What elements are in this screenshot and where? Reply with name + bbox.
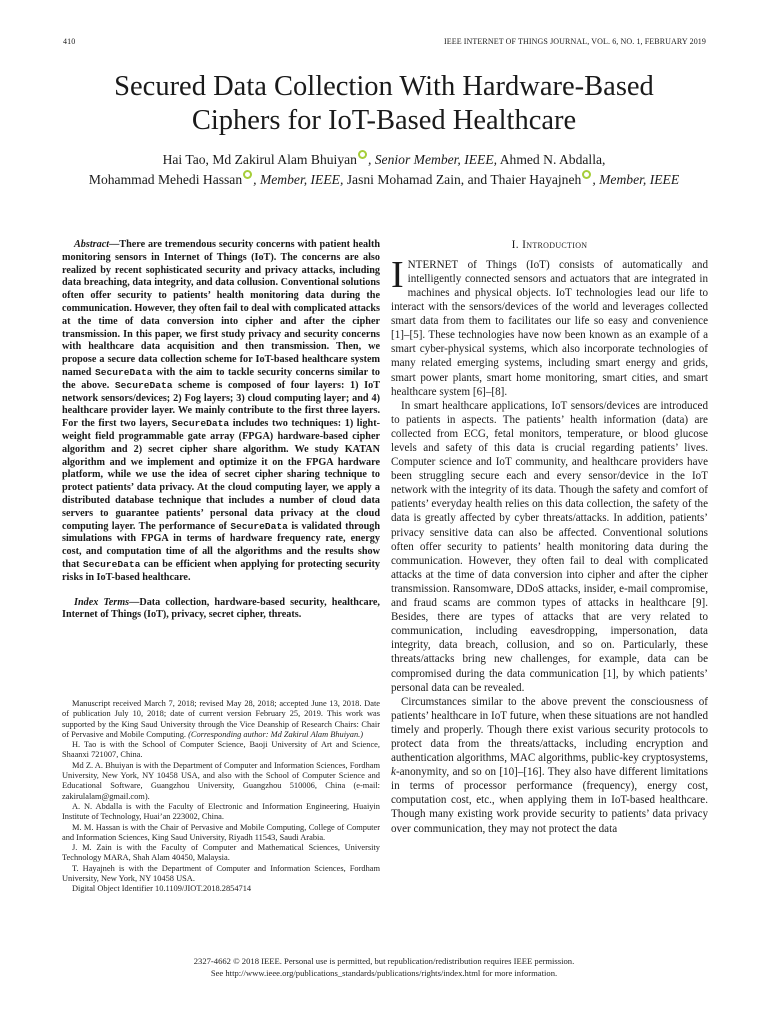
scheme-name: SecureData bbox=[230, 520, 288, 532]
index-terms bbox=[62, 597, 380, 623]
left-column bbox=[62, 239, 380, 622]
abstract-lead: Abstract bbox=[74, 239, 110, 250]
footnote-affiliation: Md Z. A. Bhuiyan is with the Department of Computer and Information Sciences, Fordham University, New York, NY 10458 USA, and also with the School of Computer Science and Educational Software, Guangzhou University, Guangzhou 510006, China (e-mail: zakirulalam@gmail.com). bbox=[62, 760, 380, 801]
index-terms-text: —Data collection, hardware-based security, healthcare, Internet of Things (IoT), privacy, secret cipher, threats. bbox=[62, 596, 380, 621]
author-names-4: Jasni Mohamad Zain, and Thaier Hayajneh bbox=[343, 172, 582, 187]
scheme-name: SecureData bbox=[171, 418, 230, 430]
footnote-manuscript bbox=[62, 699, 380, 740]
footnote-doi: Digital Object Identifier 10.1109/JIOT.2018.2854714 bbox=[72, 884, 252, 894]
paper-title bbox=[0, 70, 768, 138]
abstract-text-5: is validated through simulations with FPGA in terms of hardware frequency rate, energy cost, and computation time of all the algorithms and the results show that bbox=[62, 520, 380, 570]
scheme-name: SecureData bbox=[94, 366, 153, 378]
author-names-1: Hai Tao, Md Zakirul Alam Bhuiyan bbox=[162, 152, 357, 167]
footnote-manuscript-text: Manuscript received March 7, 2018; revised May 28, 2018; accepted June 13, 2018. Date of publication July 10, 2018; date of current version February 25, 2019. This work was supported by the King Saud University through the Vice Deanship of Research Chairs: Chair of Pervasive and Mobile Computing. bbox=[62, 699, 380, 739]
author-line-1 bbox=[163, 152, 606, 167]
author-line-2 bbox=[89, 172, 679, 187]
intro-text-3b: -anonymity, and so on [10]–[16]. They also have different limitations in terms of processor performance (frequency), energy cost, computation cost, etc., when applying them in IoT-based healthcare. Though many existing work provide security to patients’ data privacy over communication, they may not protect the data bbox=[391, 766, 708, 835]
running-header: IEEE INTERNET OF THINGS JOURNAL, VOL. 6, NO. 1, FEBRUARY 2019 bbox=[443, 37, 706, 46]
abstract-text-2: with the aim to tackle security concerns similar to the above. bbox=[62, 366, 380, 391]
abstract-text-1: —There are tremendous security concerns with patient health monitoring sensors in Internet of Things (IoT). The concerns are also realized by recent sophisticated security and privacy attacks, including data breaching, data integrity, and data collusion. Conventional solutions often offer security to patients’ health monitoring data during the communication. However, they often fail to deal with complicated attacks at the time of data conversion into cipher and after the cipher transmission. In this paper, we first study privacy and security concerns with healthcare data acquisition and then transmission. Then, we propose a secure data collection scheme for IoT-based healthcare system named bbox=[62, 239, 380, 378]
footnote-affiliation: M. M. Hassan is with the Chair of Pervasive and Mobile Computing, College of Computer and Information Sciences, King Saud University, Riyadh 11543, Saudi Arabia. bbox=[62, 822, 380, 842]
intro-paragraph-1 bbox=[391, 253, 708, 399]
index-terms-lead: Index Terms bbox=[74, 596, 130, 608]
footnote-affiliation: A. N. Abdalla is with the Faculty of Electronic and Information Engineering, Huaiyin Institute of Technology, Huai’an 223002, China. bbox=[62, 801, 380, 822]
right-column bbox=[391, 239, 708, 836]
author-list bbox=[0, 150, 768, 190]
abstract-text-4: includes two techniques: 1) light-weight field programmable gate array (FPGA) hardware-based cipher algorithm and 2) secret cipher share algorithm. We study KATAN algorithm and we implement and optimize it on the FPGA hardware platform, while we use the idea of secret cipher sharing technique to protect patients’ data privacy. At the cloud computing layer, we apply a distributed database technique that includes a number of cloud data servers to guarantee patients’ personal data privacy at the cloud computing layer. The performance of bbox=[62, 418, 380, 532]
abstract-text-6: can be efficient when applying for protecting security risks in IoT-based healthcare. bbox=[62, 558, 380, 583]
intro-smallcaps: NTERNET bbox=[407, 258, 459, 271]
orcid-icon[interactable] bbox=[582, 170, 591, 179]
section-heading bbox=[391, 239, 708, 252]
title-line-2: Ciphers for IoT-Based Healthcare bbox=[191, 105, 577, 136]
author-names-2: Ahmed N. Abdalla, bbox=[497, 152, 606, 167]
intro-text-3a: Circumstances similar to the above prevent the consciousness of patients’ healthcare in IoT future, when these situations are not handled timely and properly. Though there exist various security protocols to protect data from the threats/attacks, including encryption and authentication algorithms, MAC algorithms, public-key cryptosystems, bbox=[391, 695, 708, 765]
scheme-name: SecureData bbox=[114, 379, 173, 391]
k-symbol: k bbox=[391, 766, 396, 779]
orcid-icon[interactable] bbox=[243, 170, 252, 179]
intro-text-1: of Things (IoT) consists of automatically and intelligently connected sensors and actuators that are integrated in machines and physical objects. IoT technologies lead our life to interact with the sensors/devices of the world and leverages collected smart data from them to facilitates our life so easy and convenience [1]–[5]. These technologies have now been known as an example of a smart cyber-physical systems, which also incorporate technologies of many related emerging systems, including smart energy and grids, smart power plants, smart home monitoring, smart cities, and smart healthcare system [6]–[8]. bbox=[391, 258, 708, 398]
corresponding-author: (Corresponding author: Md Zakirul Alam Bhuiyan.) bbox=[188, 729, 364, 739]
title-line-1: Secured Data Collection With Hardware-Based bbox=[114, 71, 654, 102]
copyright-line-1: 2327-4662 © 2018 IEEE. Personal use is permitted, but republication/redistribution requires IEEE permission. bbox=[193, 956, 575, 966]
scheme-name: SecureData bbox=[82, 558, 141, 570]
copyright-line-2[interactable]: See http://www.ieee.org/publications_standards/publications/rights/index.html for more information. bbox=[210, 968, 558, 978]
copyright-notice bbox=[0, 955, 768, 979]
orcid-icon[interactable] bbox=[358, 150, 367, 159]
footnote-affiliation: T. Hayajneh is with the Department of Computer and Information Sciences, Fordham University, New York, NY 10458 USA. bbox=[62, 863, 380, 884]
footnote-affiliation: J. M. Zain is with the Faculty of Computer and Mathematical Sciences, University Technology MARA, Shah Alam 40450, Malaysia. bbox=[62, 843, 380, 863]
author-role-3: , Member, IEEE, bbox=[253, 172, 344, 187]
author-role-4: , Member, IEEE bbox=[592, 172, 680, 187]
footnote-affiliation: H. Tao is with the School of Computer Science, Baoji University of Art and Science, Shaanxi 721007, China. bbox=[62, 740, 380, 760]
author-names-3: Mohammad Mehedi Hassan bbox=[88, 172, 243, 187]
intro-paragraph-3 bbox=[391, 695, 708, 836]
footnotes bbox=[62, 699, 380, 895]
author-role-1: , Senior Member, IEEE, bbox=[367, 152, 498, 167]
abstract bbox=[62, 239, 380, 585]
intro-paragraph-2: In smart healthcare applications, IoT sensors/devices are introduced to patients in aspects. The patients’ health information (data) are collected from ECG, fetal monitors, temperature, or blood glucose levels and safety of this data is crucial regarding patients’ lives. Computer science and IoT community, and healthcare providers have been struggling secure each and every sensor/device in the IoT network with the integrity of its data. Though the safety and comfort of patients’ everyday health relies on this data collection, the safety of the data is greatly affected by cyber threats/attacks. In addition, patients’ privacy sensitive data can also be affected. Conventional solutions often offer security to patients’ health monitoring data during the communication. However, they often fail to deal with complicated attacks at the time of data conversion into cipher and after the cipher transmission. Ransomware, DDoS attacks, insider, e-mail compromise, and fraud scams are common types of attacks in healthcare [9]. Besides, there are types of attacks that are very related to communication, including eavesdropping, impersonation, data integrity, data breach, collusion, and so on. Particularly, these threats/attacks bring new challenges, for example, data can be compromised during the data communication [1], by which patients’ personal data can be revealed. bbox=[391, 399, 708, 694]
drop-cap: I bbox=[391, 253, 404, 296]
page-number: 410 bbox=[63, 37, 76, 46]
section-number: I. bbox=[511, 239, 523, 251]
abstract-text-3: scheme is composed of four layers: 1) IoT network sensors/devices; 2) Fog layers; 3) cloud computing layer; and 4) healthcare provider layer. We mainly contribute to the first three layers. For the first two layers, bbox=[62, 379, 380, 430]
section-title: Introduction bbox=[522, 239, 588, 251]
